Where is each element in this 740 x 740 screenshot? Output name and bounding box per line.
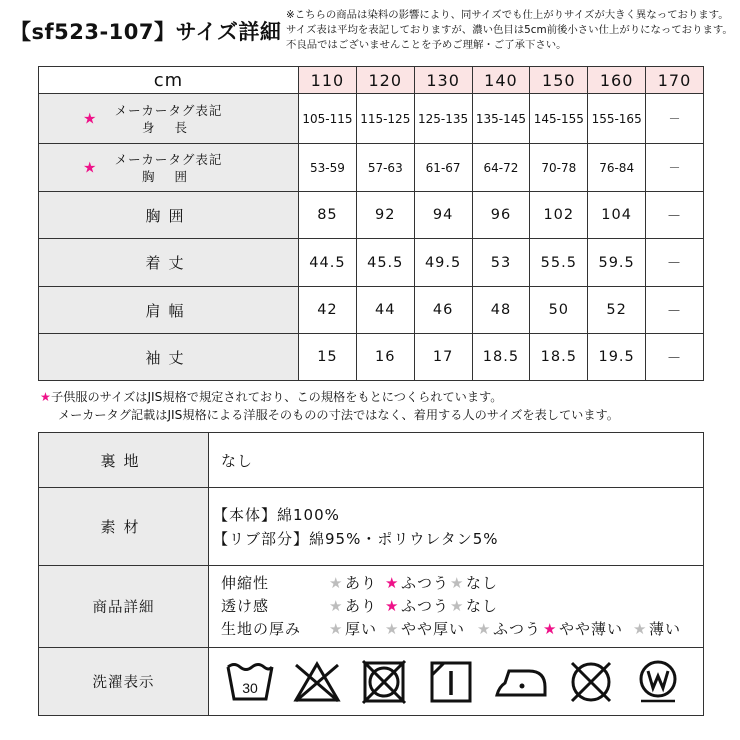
table-row [39, 488, 704, 566]
table-cell: 155-165 [588, 94, 646, 144]
table-row [39, 433, 704, 488]
size-header: 170 [646, 67, 704, 94]
size-header: 160 [588, 67, 646, 94]
table-cell: 61-67 [414, 144, 472, 192]
table-cell: 115-125 [356, 94, 414, 144]
table-cell: 18.5 [472, 334, 530, 381]
row-label: 袖丈 [39, 334, 299, 381]
table-cell: 96 [472, 192, 530, 239]
row-label: 肩幅 [39, 287, 299, 334]
table-cell: 44 [356, 287, 414, 334]
wash-30-icon [225, 659, 275, 705]
star-icon: ★ [477, 620, 492, 638]
row-label: ★ メーカータグ表記 胸 囲 [39, 144, 299, 192]
table-cell: 16 [356, 334, 414, 381]
notice-text [286, 8, 736, 53]
table-cell: 145-155 [530, 94, 588, 144]
table-cell: 102 [530, 192, 588, 239]
table-cell: 94 [414, 192, 472, 239]
table-cell: 44.5 [299, 239, 357, 287]
table-row [39, 144, 704, 192]
table-cell: 92 [356, 192, 414, 239]
star-icon: ★ [40, 390, 51, 404]
table-cell: 53-59 [299, 144, 357, 192]
row-label: 着丈 [39, 239, 299, 287]
care-symbols [209, 648, 704, 716]
table-cell: 50 [530, 287, 588, 334]
table-cell: 19.5 [588, 334, 646, 381]
table-cell: 64-72 [472, 144, 530, 192]
size-header: 150 [530, 67, 588, 94]
table-cell: 46 [414, 287, 472, 334]
star-icon: ★ [83, 109, 97, 127]
no-bleach-icon [292, 659, 342, 705]
table-cell: 18.5 [530, 334, 588, 381]
detail-row-thickness: 生地の厚み ★ 厚い ★ やや厚い ★ ふつう ★ やや薄い ★ 薄い [221, 618, 703, 641]
wash-temp-label: 30 [242, 679, 258, 696]
page-title: 【sf523-107】サイズ詳細 [10, 20, 282, 44]
star-icon: ★ [329, 597, 344, 615]
table-cell: 55.5 [530, 239, 588, 287]
size-header: 130 [414, 67, 472, 94]
table-cell: － [646, 144, 704, 192]
table-cell: 42 [299, 287, 357, 334]
table-cell: 85 [299, 192, 357, 239]
notice-line: サイズ表は平均を表記しておりますが、濃い色目は5cm前後小さい仕上がりになっております。 [286, 24, 733, 36]
table-row [39, 648, 704, 716]
table-cell: 52 [588, 287, 646, 334]
table-row [39, 192, 704, 239]
iron-low-icon [493, 659, 549, 705]
size-header: 120 [356, 67, 414, 94]
product-info-table [38, 432, 704, 716]
row-label: 商品詳細 [39, 566, 209, 648]
table-cell: － [646, 192, 704, 239]
table-row [39, 287, 704, 334]
star-icon: ★ [329, 620, 344, 638]
material-value: 【本体】綿100% 【リブ部分】綿95%・ポリウレタン5% [209, 488, 704, 566]
details-value [209, 566, 704, 648]
table-cell: 57-63 [356, 144, 414, 192]
no-tumble-dry-icon [359, 659, 409, 705]
table-row [39, 566, 704, 648]
detail-row-sheerness: 透け感 ★ あり ★ ふつう ★ なし [221, 595, 703, 618]
row-label: 裏地 [39, 433, 209, 488]
row-label: ★ メーカータグ表記 身 長 [39, 94, 299, 144]
table-cell: 76-84 [588, 144, 646, 192]
unit-header: cm [39, 67, 299, 94]
table-row [39, 334, 704, 381]
star-icon: ★ [329, 574, 344, 592]
size-header: 110 [299, 67, 357, 94]
row-label: 素材 [39, 488, 209, 566]
table-cell: 135-145 [472, 94, 530, 144]
row-label: 胸囲 [39, 192, 299, 239]
table-cell: 104 [588, 192, 646, 239]
table-cell: 49.5 [414, 239, 472, 287]
star-icon: ★ [450, 574, 465, 592]
table-cell: 45.5 [356, 239, 414, 287]
table-cell: 53 [472, 239, 530, 287]
size-header: 140 [472, 67, 530, 94]
table-row [39, 94, 704, 144]
detail-row-stretch: 伸縮性 ★ あり ★ ふつう ★ なし [221, 572, 703, 595]
table-row [39, 239, 704, 287]
star-icon: ★ [543, 620, 558, 638]
size-table [38, 66, 704, 381]
notice-line: 不良品ではございませんことを予めご理解・ご了承下さい。 [286, 39, 567, 51]
star-icon: ★ [385, 597, 400, 615]
star-icon: ★ [450, 597, 465, 615]
star-icon: ★ [385, 574, 400, 592]
wet-clean-icon [633, 657, 683, 707]
table-cell: 125-135 [414, 94, 472, 144]
star-icon: ★ [385, 620, 400, 638]
table-cell: 70-78 [530, 144, 588, 192]
row-label: 洗濯表示 [39, 648, 209, 716]
star-icon: ★ [633, 620, 648, 638]
table-cell: 48 [472, 287, 530, 334]
table-cell: 105-115 [299, 94, 357, 144]
line-dry-shade-icon [426, 659, 476, 705]
no-dry-clean-icon [566, 659, 616, 705]
table-cell: 59.5 [588, 239, 646, 287]
star-icon: ★ [83, 158, 97, 176]
table-cell: － [646, 287, 704, 334]
notice-line: ※こちらの商品は染料の影響により、同サイズでも仕上がりサイズが大きく異なっております。 [286, 9, 729, 21]
lining-value: なし [209, 433, 704, 488]
table-cell: － [646, 239, 704, 287]
footnote: ★子供服のサイズはJIS規格で規定されており、この規格をもとにつくられています。 メーカータグ記載はJIS規格による洋服そのものの寸法ではなく、着用する人のサイズを表しています。 [40, 390, 619, 422]
table-cell: － [646, 334, 704, 381]
table-cell: 17 [414, 334, 472, 381]
table-cell: 15 [299, 334, 357, 381]
table-cell: － [646, 94, 704, 144]
